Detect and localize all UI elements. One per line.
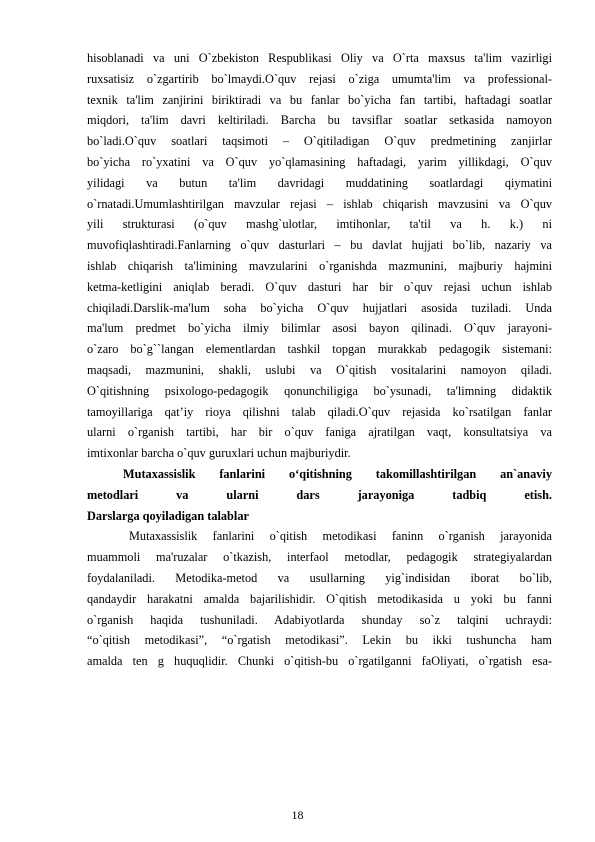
text-line: ruxsatisiz o`zgartirib bo`lmaydi.O`quv rejasi o`ziga umumta'lim va professional- <box>87 71 552 86</box>
text-line: bo`ladi.O`quv soatlari taqsimoti – O`qitiladigan O`quv predmetining zanjirlar <box>87 134 552 149</box>
section-heading-line: Mutaxassislik fanlarini o‘qitishning takomillashtirilgan an`anaviy <box>123 466 552 481</box>
text-line: ishlab chiqarish ta'limining mavzularini o`rganishda mazmunini, majburiy hajmini <box>87 258 552 273</box>
text-line: O`qitishning psixologo-pedagogik qonunchiligiga bo`ysunadi, ta'limning didaktik <box>87 383 552 398</box>
text-line: ma'lum predmet bo`yicha ilmiy bilimlar asosi bayon qilinadi. O`quv jarayoni- <box>87 321 552 336</box>
text-line: yilidagi va butun ta'lim davridagi muddatining soatlardagi qiymatini <box>87 175 552 190</box>
text-line: ketma-ketligini aniqlab beradi. O`quv dasturi har bir o`quv rejasi uchun ishlab <box>87 279 552 294</box>
text-line: miqdori, ta'lim davri keltiriladi. Barcha bu tavsiflar soatlar setkasida namoyon <box>87 113 552 128</box>
text-line: ularni o`rganish tartibi, har bir o`quv faniga ajratilgan vaqt, konsultatsiya va <box>87 425 552 440</box>
text-line: maqsadi, mazmunini, shakli, uslubi va O`qitish vositalarini namoyon qiladi. <box>87 362 552 377</box>
page-number: 18 <box>291 808 304 822</box>
text-line: chiqiladi.Darslik-ma'lum soha bo`yicha O`quv hujjatlari asosida tuziladi. Unda <box>87 300 552 315</box>
text-line: tamoyillariga qat’iy rioya qilishni talab qiladi.O`quv rejasida ko`rsatilgan fanlar <box>87 404 552 419</box>
text-line: qandaydir harakatni amalda bajarilishidir. O`qitish metodikasida u yoki bu fanni <box>87 591 552 606</box>
text-line: imtixonlar barcha o`quv guruxlari uchun majburiydir. <box>87 446 351 461</box>
text-line: “o`qitish metodikasi”, “o`rgatish metodikasi”. Lekin bu ikki tushuncha ham <box>87 633 552 648</box>
text-line: amalda ten g huquqlidir. Chunki o`qitish-bu o`rgatilganni faOliyati, o`rgatish esa- <box>87 654 552 669</box>
text-line: hisoblanadi va uni O`zbekiston Respublikasi Oliy va O`rta maxsus ta'lim vazirligi <box>87 51 552 65</box>
text-line: texnik ta'lim zanjirini biriktiradi va bu fanlar bo`yicha fan tartibi, haftadagi soatlar <box>87 92 552 107</box>
text-line: o`zaro bo`g``langan elementlardan tashkil topgan murakkab pedagogik sistemani: <box>87 342 552 357</box>
document-body <box>87 48 552 672</box>
text-line: muvofiqlashtiradi.Fanlarning o`quv dasturlari – bu davlat hujjati bo`lib, nazariy va <box>87 238 552 253</box>
text-line: foydalaniladi. Metodika-metod va usullarning yig`indisidan iborat bo`lib, <box>87 570 552 585</box>
text-line: bo`yicha ro`yxatini va O`quv yo`qlamasining haftadagi, yarim yillikdagi, O`quv <box>87 154 552 169</box>
text-line: yili strukturasi (o`quv mashg`ulotlar, imtihonlar, ta'til va h. k.) ni <box>87 217 552 232</box>
section-heading-line: metodlari va ularni dars jarayoniga tadbiq etish. <box>87 487 552 502</box>
text-line: o`rnatadi.Umumlashtirilgan mavzular rejasi – ishlab chiqarish mavzusini va O`quv <box>87 196 552 211</box>
text-line: Mutaxassislik fanlarini o`qitish metodikasi faninn o`rganish jarayonida <box>129 529 552 544</box>
text-line: muammoli ma'ruzalar o`tkazish, interfaol metodlar, pedagogik strategiyalardan <box>87 550 552 565</box>
section-heading-line: Darslarga qoyiladigan talablar <box>87 508 249 523</box>
text-line: o`rganish haqida tushuniladi. Adabiyotlarda shunday so`z talqini uchraydi: <box>87 612 552 627</box>
